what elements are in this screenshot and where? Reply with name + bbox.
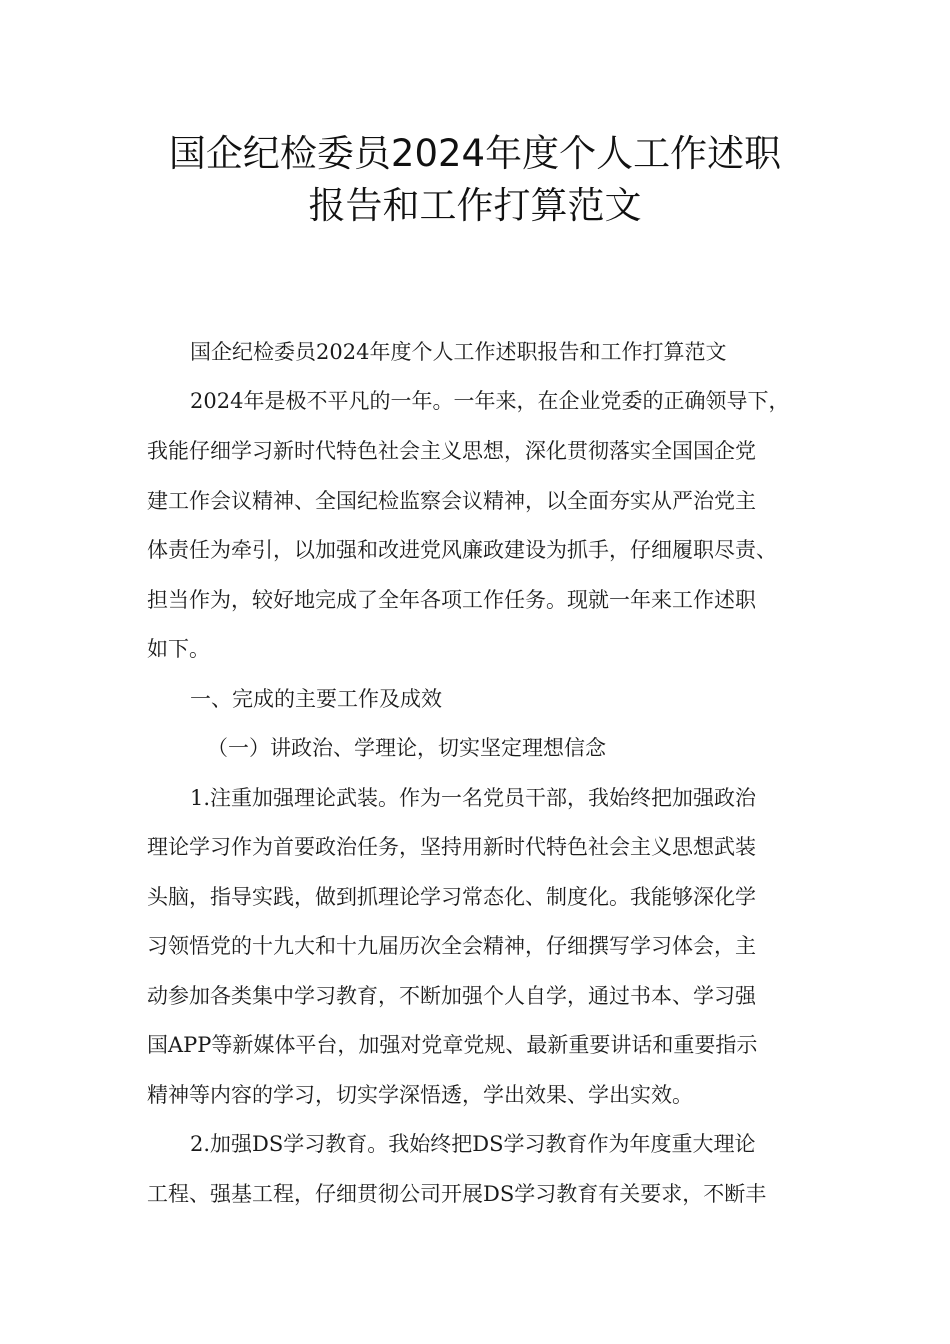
subsection-heading: （一）讲政治、学理论，切实坚定理想信念 xyxy=(207,736,606,760)
body-line: 2.加强DS学习教育。我始终把DS学习教育作为年度重大理论 xyxy=(190,1132,756,1156)
body-line: 我能仔细学习新时代特色社会主义思想，深化贯彻落实全国国企党 xyxy=(147,439,756,463)
body-line: 2024年是极不平凡的一年。一年来，在企业党委的正确领导下， xyxy=(190,389,790,413)
body-line: 精神等内容的学习，切实学深悟透，学出效果、学出实效。 xyxy=(147,1083,693,1107)
body-line: 工程、强基工程，仔细贯彻公司开展DS学习教育有关要求，不断丰 xyxy=(147,1182,767,1206)
body-line: 国APP等新媒体平台，加强对党章党规、最新重要讲话和重要指示 xyxy=(147,1033,758,1057)
section-heading: 一、完成的主要工作及成效 xyxy=(190,687,442,711)
document-title-line-2: 报告和工作打算范文 xyxy=(308,184,642,227)
body-line: 理论学习作为首要政治任务，坚持用新时代特色社会主义思想武装 xyxy=(147,835,756,859)
body-line-intro-title: 国企纪检委员2024年度个人工作述职报告和工作打算范文 xyxy=(190,340,727,364)
body-line: 头脑，指导实践，做到抓理论学习常态化、制度化。我能够深化学 xyxy=(147,885,756,909)
body-line: 体责任为牵引，以加强和改进党风廉政建设为抓手，仔细履职尽责、 xyxy=(147,538,777,562)
body-line: 1.注重加强理论武装。作为一名党员干部，我始终把加强政治 xyxy=(190,786,757,810)
body-line: 担当作为，较好地完成了全年各项工作任务。现就一年来工作述职 xyxy=(147,588,756,612)
body-line: 建工作会议精神、全国纪检监察会议精神，以全面夯实从严治党主 xyxy=(147,489,756,513)
body-line: 动参加各类集中学习教育，不断加强个人自学，通过书本、学习强 xyxy=(147,984,756,1008)
document-body xyxy=(147,0,817,1344)
body-line: 如下。 xyxy=(147,637,210,661)
body-line: 习领悟党的十九大和十九届历次全会精神，仔细撰写学习体会，主 xyxy=(147,934,756,958)
document-title-line-1: 国企纪检委员2024年度个人工作述职 xyxy=(168,132,782,175)
